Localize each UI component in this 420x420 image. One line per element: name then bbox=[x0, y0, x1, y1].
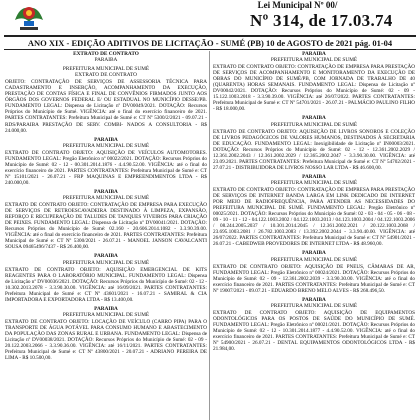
extract-heading: PARAIBA bbox=[302, 51, 326, 57]
extract-body: EXTRATO DE CONTRATO OBJETO: AQUISIÇÃO EMERGENCIAL DE KITS REAGENTES PARA O LABORATÓRIO MUNICIPAL. FUNDAMENTO LEGAL: Dispensa de Licitação nº DV00036/2021. DOTAÇÃO: Recursos Próprios do Município de Sumé: 02 - 12 - 10.302.2013.2078 - 3.3.90.30.00. VIGÊNCIA: até 16/09/2021. PARTES CONTRATANTES: Prefeitura Municipal de Sumé e: CT Nº 43601/2021 - 16.07.21 - SAMIRAL & CIA IMPORTADORA E EXPORTADORA LTDA - R$ 13.400,00. bbox=[5, 266, 207, 303]
masthead bbox=[0, 0, 420, 38]
extract-body: EXTRATO DE CONTRATO OBJETO: CONTRATAÇÃO DE EMPRESA PARA EXECUÇÃO DE SERVIÇOS DE RETROESCAVADEIRA DESTINADO À LIMPEZA, EXPANSÃO, REFORÇO E RECUPERAÇÃO DE TALUDES DE TANQUES VIVEIROS PARA CRIAÇÃO DE PEIXES. FUNDAMENTO LEGAL: Dispensa de Licitação nº DV00041/2021. DOTAÇÃO: Recursos Próprios do Município de Sumé: 02.160 - 20.606.2014.1082 - 3.3.90.39.00. VIGÊNCIA: até o final do exercício financeiro de 2021. PARTES CONTRATANTES: Prefeitura Municipal de Sumé e: CT Nº 5300/2021 - 26.07.21 - MANOEL JANSON CAVALCANTI SOUSA 09465496/7437 - R$ 26.400,00. bbox=[5, 202, 207, 251]
extract-body: EXTRATO DE CONTRATO OBJETO: CONTRATAÇÃO DE EMPRESA PARA PRESTAÇÃO DE SERVIÇOS DE INTERNET BANDA LARGA EM LINK DEDICADO DE INTERNET POR MEIO DE RADIOFREQUÊNCIA, PARA ATENDER AS NECESSIDADES DO PREFEITURA MUNICIPAL DE SUMÉ. FUNDAMENTO LEGAL: Pregão Eletrônico nº 00025/2021. DOTAÇÃO: Recursos Próprios do Município de Sumé: 02 - 03 - 04 - 05 - 06 - 08 - 09 - 10 - 11 - 12 - 04.122.1003.2002 / 04.122.1003.2013 / 04.123.1003.2004 / 04.122.1003.2006 / 08.244.2005.2037 / 10.301.2014.2045 / 12.361.2002.2021 / 20.122.1003.2068 / 23.695.1003.2081 / 26.782.1003.2083 / 13.392.2002.2044 - 3.3.90.40.00. VIGÊNCIA: até 26/07/2022. PARTES CONTRATANTES: Prefeitura Municipal de Sumé e: CT Nº 54901/2021 - 26.07.21 - CABEDWEB PROVEDORES DE INTERNET LTDA - R$ 48.960,00. bbox=[213, 186, 415, 248]
extract-body: PARAIBA bbox=[94, 57, 118, 64]
extract-heading: PARAIBA bbox=[302, 250, 326, 257]
extract-body: EXTRATO DE CONTRATO OBJETO: AQUISIÇÃO DE EQUIPAMENTOS ODONTOLÓGICOS PARA OS POSTOS DE SAÚDE DO MUNICÍPIO DE SUMÉ. FUNDAMENTO LEGAL: Pregão Eletrônico nº 00021/2021. DOTAÇÃO: Recursos Próprios do Município de Sumé: 02 - 12 - 10.301.2014.1877 - 4.4.90.52.00. VIGÊNCIA: até o final do exercício financeiro de 2021. PARTES CONTRATANTES: Prefeitura Municipal de Sumé e: CT Nº 54900/2021 - 26.07.21 - DENTAL EQUIPAMENTOS ODONTOLÓGICOS LTDA - R$ 21.984,00. bbox=[213, 309, 415, 353]
issue-number: Nº 314, de 17.03.74 bbox=[250, 11, 393, 30]
extract-heading: PREFEITURA MUNICIPAL DE SUMÉ bbox=[62, 66, 150, 73]
extract-heading: PARAIBA bbox=[302, 173, 326, 180]
extract-subheading: PREFEITURA MUNICIPAL DE SUMÉ bbox=[62, 195, 150, 202]
extract-heading: PARAIBA bbox=[94, 305, 118, 312]
contract-extract bbox=[213, 297, 415, 352]
right-column bbox=[213, 51, 415, 355]
extract-body: EXTRATO DE CONTRATO OBJETO: CONTRATAÇÃO DE EMPRESA PARA PRESTAÇÃO DE SERVIÇOS DE ACOMPANHAMENTO E MONITORAMENTO DA EXECUÇÃO DE OBRAS DO MUNICÍPIO DE SUMÉ/PB, COM JORNADA DE TRABALHO DE 40 (QUARENTA) HORAS SEMANAIS. FUNDAMENTO LEGAL: Dispensa de Licitação nº DV00042/2021. DOTAÇÃO: Recursos Próprios do Município de Sumé: 02 - 09 - 15.122.1003.2018 - 3.3.90.39.00. VIGÊNCIA: até 26/07/2022. PARTES CONTRATANTES: Prefeitura Municipal de Sumé e: CT Nº 54701/2021 - 26.07.21 - PALMÁCIO PAULINO FILHO - R$ 18.000,00. bbox=[213, 64, 415, 113]
extract-heading: PARAIBA bbox=[302, 296, 326, 303]
extract-subheading: PREFEITURA MUNICIPAL DE SUMÉ bbox=[62, 311, 150, 318]
extract-heading: EXTRATO DE CONTRATO bbox=[73, 51, 139, 57]
left-column bbox=[5, 51, 207, 364]
extract-subheading: PREFEITURA MUNICIPAL DE SUMÉ bbox=[270, 179, 358, 186]
extract-body: EXTRATO DE CONTRATO OBJETO: AQUISIÇÃO DE LIVROS SONOROS E COLEÇÃO DE LIVROS PEDAGÓGICOS DE VALORES HUMANOS, DESTINADOS À SECRETARIA DE EDUCAÇÃO. FUNDAMENTO LEGAL: Inexigibilidade de Licitação nº IN00003/2021. DOTAÇÃO: Recursos Próprios do Município de Sumé: 02 - 12 - 12.361.2002.2029 / 12.361.2002.2043 / 12.361.2002.2029 / 12.365.2002.2047 - 3.3.90.30.00. VIGÊNCIA: até 23.09.2021. PARTES CONTRATANTES: Prefeitura Municipal de Sumé e: CT Nº 54702/2021 - 27.07.21 - DISTRIBUIDORA DE LIVROS NOSSO LAR LTDA - R$ 46.600,00. bbox=[213, 128, 415, 171]
extract-subheading: PREFEITURA MUNICIPAL DE SUMÉ bbox=[270, 57, 358, 64]
extract-heading: PARAIBA bbox=[302, 115, 326, 122]
extract-heading: PARAIBA bbox=[94, 253, 118, 260]
extract-body: EXTRATO DE CONTRATO OBJETO: AQUISIÇÃO DE PNEUS, CÂMARAS DE AR, FUNDAMENTO LEGAL: Pregão Eletrônico nº 00024/2021. DOTAÇÃO: Recursos Próprios do Município de Sumé: 02 - 09 - 12.361.2002.2039 - 3.3.90.30.00. VIGÊNCIA: até o final do exercício financeiro de 2021. PARTES CONTRATANTES: Prefeitura Municipal de Sumé e: CT Nº 19007/2021 - 09.07.21 - EDUARDO BRENO MELO ALVES - R$ 268.496,50. bbox=[213, 263, 415, 294]
contract-extract bbox=[213, 115, 415, 170]
top-rule bbox=[4, 35, 416, 37]
extract-body: OBJETO: CONTRATAÇÃO DE SERVIÇOS DE ASSESSORIA TÉCNICA PARA CADASTRAMENTO E INSERÇÃO, ACOMPANHAMENTO DA EXECUÇÃO, PRESTAÇÃO DE CONTAS FÍSICA E FINAL DE CONVÊNIOS FIRMADOS JUNTO AOS ÓRGÃOS DOS GOVERNOS FEDERAL E/ OU ESTADUAL NO MUNICÍPIO DESSE/PB. FUNDAMENTO LEGAL: Dispensa de Licitação nº DV00049/2021. DOTAÇÃO: Recursos Próprios do Município de Sumé. VIGÊNCIA: até o final do exercício financeiro de 2021. PARTES CONTRATANTES: Prefeitura Municipal de Sumé e: CT Nº 5300/2/2021 - 09.07.21 - RDS/PARAIBA PRESTAÇÃO DE SERV. COMBI- NADOS A CONSULTORIA - R$ 24.000,00. bbox=[5, 79, 207, 134]
extract-subheading: PREFEITURA MUNICIPAL DE SUMÉ bbox=[62, 142, 150, 149]
contract-extract bbox=[5, 66, 207, 134]
extract-subheading: PREFEITURA MUNICIPAL DE SUMÉ bbox=[270, 302, 358, 309]
edition-rule bbox=[4, 49, 416, 50]
extract-heading: PARAIBA bbox=[94, 188, 118, 195]
extract-body: EXTRATO DE CONTRATO OBJETO: LOCAÇÃO DE VEÍCULO (CARRO PIPA) PARA O TRANSPORTE DE ÁGUA POTÁVEL PARA CONSUMO HUMANO E ABASTECIMENTO DA POPULAÇÃO DAS ZONAS RURAL E URBANA. FUNDAMENTO LEGAL: Dispensa de Licitação nº DV00038/2021. DOTAÇÃO: Recursos Próprios do Município de Sumé: 02 - 09 - 20.122.2003.2066 - 3.3.90.36.00. VIGÊNCIA: até 16/11/2021. PARTES CONTRATANTES: Prefeitura Municipal de Sumé e: CT Nº 43800/2021 - 20.07.21 - ADRIANO PEREIRA DE LIMA - R$ 10.500,00. bbox=[5, 318, 207, 362]
extract-subheading: PREFEITURA MUNICIPAL DE SUMÉ bbox=[270, 256, 358, 263]
contract-extract bbox=[5, 137, 207, 186]
law-reference: Lei Municipal Nº 00/ bbox=[257, 0, 338, 10]
contract-extract bbox=[5, 253, 207, 302]
contract-extract bbox=[213, 250, 415, 293]
extract-heading: PARAIBA bbox=[94, 136, 118, 143]
contract-extract bbox=[5, 306, 207, 361]
contract-extract bbox=[213, 51, 415, 112]
extract-subheading: EXTRATO DE CONTRATO bbox=[75, 72, 137, 79]
municipal-crest-icon bbox=[12, 2, 46, 32]
column-divider bbox=[209, 51, 210, 420]
extract-subheading: PREFEITURA MUNICIPAL DE SUMÉ bbox=[270, 121, 358, 128]
contract-extract bbox=[5, 189, 207, 250]
contract-extract bbox=[213, 174, 415, 248]
extract-body: EXTRATO DE CONTRATO OBJETO: AQUISIÇÃO DE VEÍCULOS AUTOMOTORES. FUNDAMENTO LEGAL: Pregão Eletrônico nº 00022/2021. DOTAÇÃO: Recursos Próprios do Município de Sumé: 02 - 12 - 00.301.2014.1876 - 4.4.90.52.00. VIGÊNCIA: até o final do exercício financeiro de 2021. PARTES CONTRATANTES: Prefeitura Municipal de Sumé e: CT Nº 15101/2021 - 26.07.21 - FRP MAQUINAS E EMPREENDIMENTOS LTDA - R$ 240.000,00. bbox=[5, 149, 207, 186]
edition-bar: ANO XIX - EDIÇÃO ADITIVOS DE LICITAÇÃO - SUMÉ (PB) 10 de AGOSTO de 2021 pág. 01-04 bbox=[27, 38, 393, 48]
extract-subheading: PREFEITURA MUNICIPAL DE SUMÉ bbox=[62, 259, 150, 266]
contract-extract bbox=[5, 51, 207, 63]
